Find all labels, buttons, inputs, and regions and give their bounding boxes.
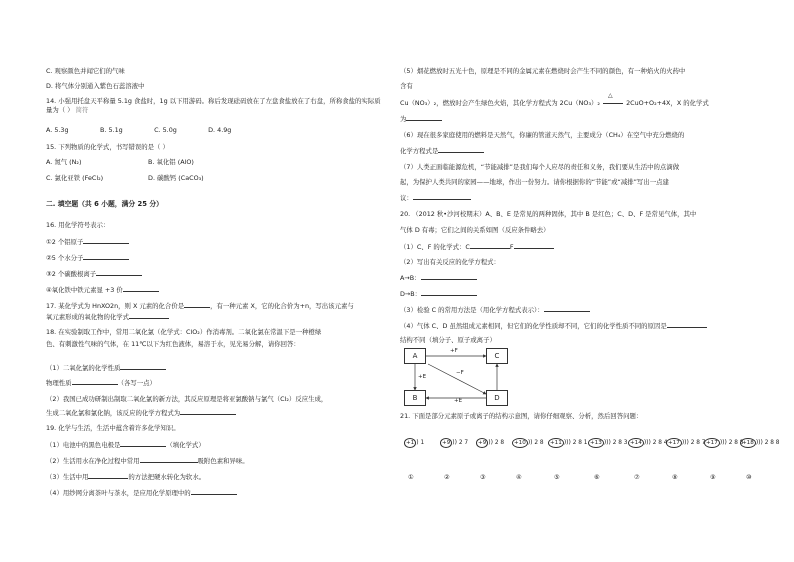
answer-blank[interactable] [96,269,142,276]
answer-blank[interactable] [544,305,590,312]
q19-part-7b: 起，为保护人类共同的家园——地球，作出一份努力。请你根据你的“节能”或“减排”写出一点建 [400,178,669,186]
atom-9: +17 ))) 2 8 8 [706,439,744,446]
answer-blank[interactable] [406,114,442,121]
q19-part-7c: 议： [400,193,471,202]
q14-opt-a[interactable]: A. 5.3g [46,126,69,134]
edge-label-db: +E [454,398,463,404]
q20-part-2: （2）写出有关反应的化学方程式： [400,258,500,266]
q18-line-1: 18. 在实验制取工作中，常用二氧化氯（化学式：ClO₂）作消毒剂。二氧化氯在常温下是一种橙绿 [46,328,322,336]
q15-opt-b[interactable]: B. 氧化铝 (AlO) [148,158,194,166]
q18-part-1: （1）二氧化氯的化学性质 [46,363,166,372]
q20-line-2: 气体 D 有毒；它们之间的关系如图（反应条件略去） [400,226,550,234]
q19-part-4: （4）用纱网分离茶叶与茶水，是应用化学原理中的 [46,488,237,497]
q19-part-7a: （7）人类正面临能源危机，“节能减排”是我们每个人应尽的责任和义务，我们要从生活中的点滴做 [400,163,680,171]
answer-blank[interactable] [83,253,129,260]
q14-opt-d[interactable]: D. 4.9g [208,126,232,134]
q18-part-2a: （2）我国已成功研制出制取二氧化氯的新方法，其反应原理是将亚氯酸钠与氯气（Cl₂）反应生成， [46,395,328,403]
answer-blank[interactable] [514,242,554,249]
atom-2: +9 )) 2 7 [442,439,469,446]
q20-part-3: （3）检验 C 的常用方法是（用化学方程式表示）： [400,305,590,314]
q20-part-1: （1）C、F 的化学式：C F [400,242,554,251]
q13-option-d: D. 将气体分别通入紫色石蕊溶液中 [46,82,145,90]
q19-part-2: （2）生活用水在净化过程中常用 吸附色素和异味。 [46,457,249,465]
atom-10: +18 ))) 2 8 8 [742,439,780,446]
atom-diagrams [404,438,780,488]
atom-label-10: ⑩ [746,474,752,481]
q14-text: 14. 小强用托盘天平称量 5.1g 食盐时，1g 以下用游码。称后发现砝码放在了左盘食盐放在了右盘，所称食盐的实际质量为（ ） 简符 [46,97,381,114]
q19-part-5c: Cu（NO₃）₂，燃放时会产生绿色火焰，其化学方程式为 2Cu（NO₃）₂ △ 2CuO+O₂+4X，X 的化学式 [400,92,709,107]
atom-label-5: ⑤ [554,474,560,481]
q20-a-to-b: A→B： [400,273,477,282]
q19-part-5e: 为 [400,114,442,123]
q20-line-1: 20. （2012 秋•沙河校期末）A、B、E 是常见的两种固体，其中 B 是红色；C、D、F 是常见气体，其中 [400,210,697,218]
atom-label-3: ③ [480,474,486,481]
q19-text: 19. 化学与生活，生活中蕴含着许多化学知识。 [46,424,180,432]
q15-options-row1 [46,158,194,166]
atom-5: +11 ))) 2 8 1 [550,439,588,446]
atom-4: +10 )) 2 8 [514,439,544,446]
q15-opt-a[interactable]: A. 氮气 (N₂) [46,158,82,166]
q19-part-6b: 化学方程式是 [400,146,484,155]
atom-label-2: ② [444,474,450,481]
answer-blank[interactable] [123,285,159,292]
atom-label-8: ⑧ [672,474,678,481]
atom-label-4: ④ [516,474,522,481]
q14-options [46,126,231,134]
q15-text: 15. 下列物质的化学式，书写错误的是（ ） [46,143,169,151]
q18-part-2b: 生成二氧化氯和氯化钠，该反应的化学方程式为 [46,408,236,417]
q19-part-1: （1）电池中的黑色电极是 （填化学式） [46,441,205,449]
q15-opt-d[interactable]: D. 碳酸钙 (CaCO₃) [148,174,204,182]
answer-blank[interactable] [667,321,707,328]
atom-7: +14 ))) 2 8 4 [630,439,668,446]
q17-line-1: 17. 某化学式为 HnXO2n，则 X 元素的化合价是 ，有一种元素 X，它的化合价为+n，写出该元素与 [46,302,354,310]
relation-diagram [404,348,514,408]
answer-blank[interactable] [421,289,477,296]
q19-part-5a: （5）烟花燃放时五光十色，原理是不同的金属元素在燃烧时会产生不同的颜色，有一种焰火的火药中 [400,67,686,75]
q16-text: 16. 用化学符号表示： [46,221,110,229]
atom-label-6: ⑥ [594,474,600,481]
heat-condition: △ [608,92,613,99]
q13-option-c: C. 观察颜色并闻它们的气味 [46,67,125,75]
q15-options-row2 [46,174,204,182]
answer-blank[interactable] [438,146,484,153]
q18-part-1b: 物理性质 （各写一点） [46,379,156,387]
node-c: C [486,348,508,364]
answer-blank[interactable] [421,273,477,280]
answer-blank[interactable] [129,312,169,319]
q16-item-3: ③2 个碳酸根离子 [46,269,142,278]
answer-blank[interactable] [120,440,166,447]
answer-blank[interactable] [83,237,129,244]
answer-blank[interactable] [191,488,237,495]
answer-blank[interactable] [140,456,198,463]
answer-blank[interactable] [470,242,510,249]
q19-part-3: （3）生活中用 的方法把硬水转化为软水。 [46,473,206,481]
q20-part-4b: 结构不同（填分子、原子或离子） [400,336,496,344]
q20-part-4a: （4）气体 C、D 虽然组成元素相同，但它们的化学性质却不同，它们的化学性质不同的原因是 [400,321,707,330]
answer-blank[interactable] [88,472,128,479]
q14-tag: 简符 [75,105,89,114]
q20-d-to-b: D→B： [400,289,477,298]
atom-label-7: ⑦ [634,474,640,481]
answer-blank[interactable] [184,301,210,308]
atom-8: +17 ))) 2 8 7 [668,439,706,446]
q14-opt-c[interactable]: C. 5.0g [154,126,177,134]
atom-6: +13 ))) 2 8 3 [590,439,628,446]
edge-label-ad: −F [456,370,464,376]
answer-blank[interactable] [180,408,236,415]
node-b: B [404,390,426,406]
answer-blank[interactable] [72,378,118,385]
q16-item-4: ④氧化铁中铁元素显 +3 价 [46,285,159,294]
section-2-heading: 二. 填空题（共 6 小题，满分 25 分） [46,200,163,208]
answer-blank[interactable] [120,363,166,370]
q18-line-2: 色、有刺激性气味的气体，在 11℃以下为红色液体，易溶于水，见光易分解，请你回答： [46,340,300,348]
q17-line-2: 氧元素形成的氧化物的化学式 [46,312,169,321]
answer-blank[interactable] [413,193,471,200]
edge-label-ab: +E [418,374,427,380]
atom-label-9: ⑨ [710,474,716,481]
q19-part-6a: （6）现在很多家庭使用的燃料是天然气，你廉的管道天然气，主要成分（CH₄）在空气中充分燃烧的 [400,131,685,139]
q16-item-1: ①2 个铝原子 [46,237,129,246]
q19-part-5b: 含有 [400,82,413,90]
atom-1: +1 ) 1 [406,439,425,446]
q21-text: 21. 下面是部分元素原子或离子的结构示意图，请你仔细观察、分析，然后回答问题： [400,412,643,420]
q14-opt-b[interactable]: B. 5.1g [100,126,123,134]
node-a: A [404,348,426,364]
q15-opt-c[interactable]: C. 氯化亚铁 (FeCl₂) [46,174,104,182]
q16-item-2: ②5 个水分子 [46,253,129,262]
atom-label-1: ① [408,474,414,481]
node-d: D [486,390,508,406]
atom-3: +9 )) 2 8 [478,439,505,446]
edge-label-ac: +F [450,348,458,354]
